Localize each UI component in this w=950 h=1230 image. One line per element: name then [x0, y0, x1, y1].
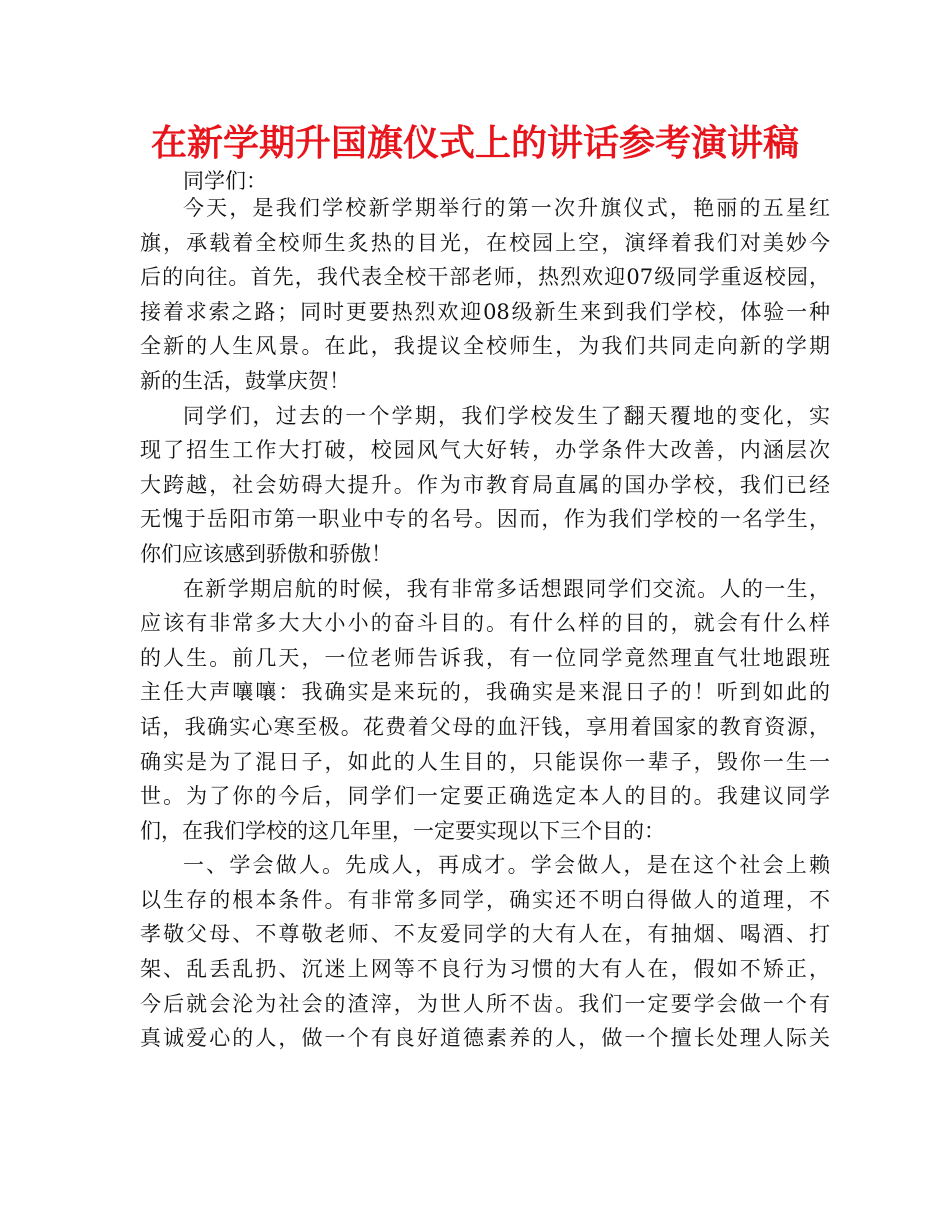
text-line: 在新学期启航的时候，我有非常多话想跟同学们交流。人的一生，: [183, 576, 830, 601]
text-line: 应该有非常多大大小小的奋斗目的。有什么样的目的，就会有什么样: [140, 611, 830, 636]
text-line: 世。为了你的今后，同学们一定要正确选定本人的目的。我建议同学: [140, 784, 830, 809]
text-line: 话，我确实心寒至极。花费着父母的血汗钱，享用着国家的教育资源，: [140, 714, 830, 739]
text-line: 你们应该感到骄傲和骄傲！: [140, 541, 392, 566]
text-line: 确实是为了混日子，如此的人生目的，只能误你一辈子，毁你一生一: [140, 749, 830, 774]
page-title: 在新学期升国旗仪式上的讲话参考演讲稿: [150, 123, 799, 164]
text-line: 大跨越，社会妨碍大提升。作为市教育局直属的国办学校，我们已经: [140, 472, 830, 497]
text-line: 孝敬父母、不尊敬老师、不友爱同学的大有人在，有抽烟、喝酒、打: [140, 922, 830, 947]
text-line: 今天，是我们学校新学期举行的第一次升旗仪式，艳丽的五星红: [183, 196, 830, 220]
greeting: 同学们：: [183, 169, 267, 193]
text-line: 的人生。前几天，一位老师告诉我，有一位同学竟然理直气壮地跟班: [140, 645, 830, 670]
text-line: 后的向往。首先，我代表全校干部老师，热烈欢迎07级同学重返校园，: [140, 265, 830, 290]
text-line: 主任大声嚷嚷：我确实是来玩的，我确实是来混日子的！听到如此的: [140, 680, 830, 705]
text-line: 接着求索之路；同时更要热烈欢迎08级新生来到我们学校，体验一种: [140, 299, 830, 324]
text-line: 旗，承载着全校师生炙热的目光，在校园上空，演绎着我们对美妙今: [140, 230, 830, 255]
text-line: 同学们，过去的一个学期，我们学校发生了翻天覆地的变化，实: [183, 403, 830, 428]
text-line: 无愧于岳阳市第一职业中专的名号。因而，作为我们学校的一名学生，: [140, 507, 830, 532]
body-text: [140, 191, 830, 1056]
text-line: 以生存的根本条件。有非常多同学，确实还不明白得做人的道理，不: [140, 887, 830, 912]
text-line: 新的生活，鼓掌庆贺！: [140, 368, 350, 393]
text-line: 全新的人生风景。在此，我提议全校师生，为我们共同走向新的学期: [140, 334, 830, 359]
text-line: 今后就会沦为社会的渣滓，为世人所不齿。我们一定要学会做一个有: [140, 991, 830, 1016]
text-line: 现了招生工作大打破，校园风气大好转，办学条件大改善，内涵层次: [140, 438, 830, 463]
text-line: 架、乱丢乱扔、沉迷上网等不良行为习惯的大有人在，假如不矫正，: [140, 957, 830, 982]
text-line: 一、学会做人。先成人，再成才。学会做人，是在这个社会上赖: [183, 853, 830, 878]
text-line: 真诚爱心的人，做一个有良好道德素养的人，做一个擅长处理人际关: [140, 1026, 830, 1051]
text-line: 们，在我们学校的这几年里，一定要实现以下三个目的：: [140, 818, 665, 843]
